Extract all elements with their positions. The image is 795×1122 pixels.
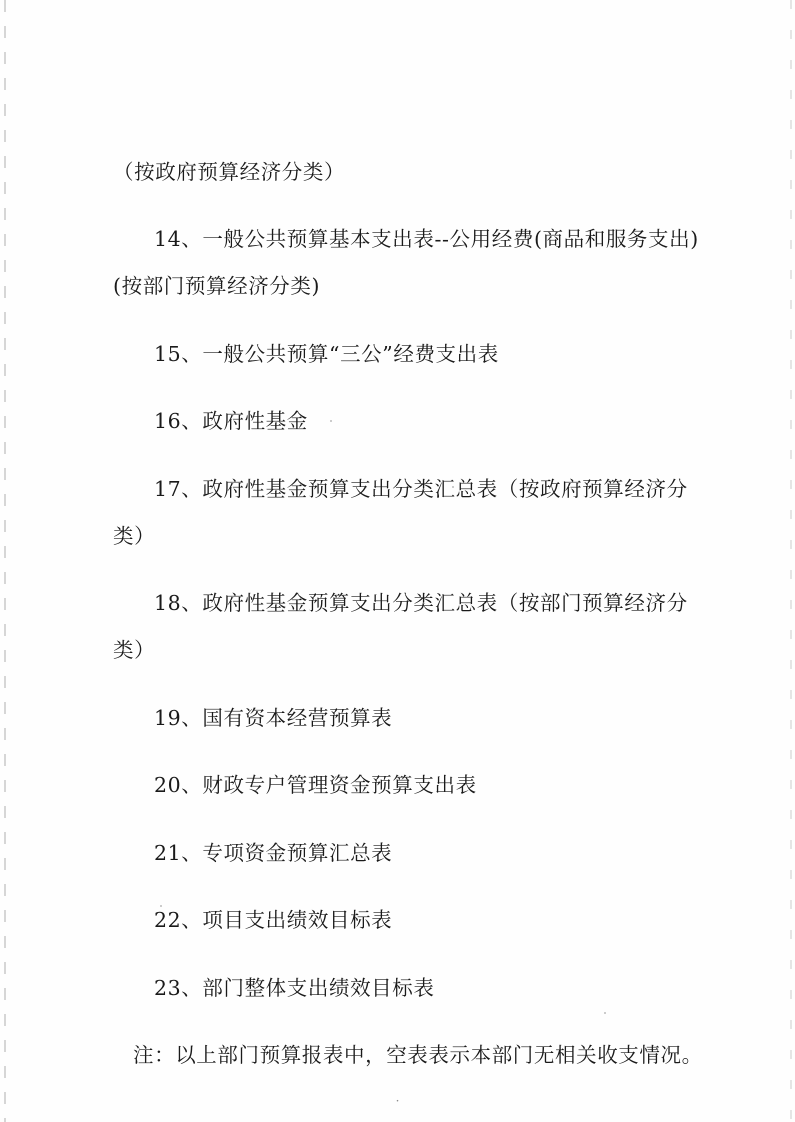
list-item-14: 14、一般公共预算基本支出表--公用经费(商品和服务支出)(按部门预算经济分类) [113,227,699,298]
list-item-15: 15、一般公共预算“三公”经费支出表 [154,341,499,366]
list-item-17: 17、政府性基金预算支出分类汇总表（按政府预算经济分类） [113,476,688,548]
scan-artifact-left-edge [4,0,6,1122]
list-item-16: 16、政府性基金 [154,409,308,433]
note-paragraph: 注：以上部门预算报表中，空表表示本部门无相关收支情况。 [133,1043,703,1067]
list-item-18: 18、政府性基金预算支出分类汇总表（按部门预算经济分类） [113,591,688,662]
page-footer-mark: · [395,1094,400,1108]
list-item-21: 21、专项资金预算汇总表 [154,840,393,865]
paragraph-continuation: （按政府预算经济分类） [113,159,346,184]
list-item-20: 20、财政专户管理资金预算支出表 [154,773,477,797]
list-item-22: 22、项目支出绩效目标表 [154,908,393,932]
scan-artifact-right-edge [790,0,792,1122]
list-item-23: 23、部门整体支出绩效目标表 [154,975,435,1000]
list-item-19: 19、国有资本经营预算表 [154,705,393,730]
document-body [113,128,703,1100]
